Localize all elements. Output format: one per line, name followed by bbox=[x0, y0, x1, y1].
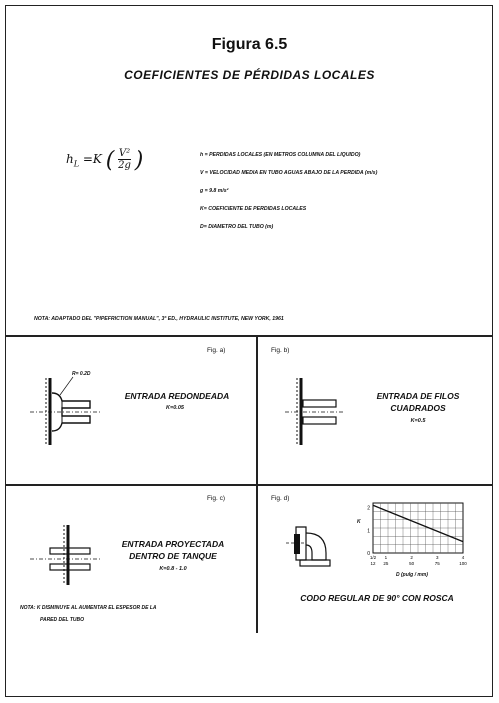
fig-b-label: Fig. b) bbox=[271, 347, 290, 354]
y-tick-label: 0 bbox=[367, 551, 370, 557]
fig-c-name2: DENTRO DE TANQUE bbox=[129, 551, 217, 561]
definition-item: D= DIAMETRO DEL TUBO (m) bbox=[200, 224, 274, 230]
fig-a-name: ENTRADA REDONDEADA bbox=[124, 391, 230, 401]
x-tick-label-mm: 12 bbox=[370, 561, 376, 566]
fig-d-label: Fig. d) bbox=[271, 495, 290, 502]
fig-b-name1: ENTRADA DE FILOS bbox=[376, 391, 460, 401]
chart-xlabel: D (pulg / mm) bbox=[396, 572, 428, 578]
fig-c-label: Fig. c) bbox=[207, 495, 226, 502]
x-tick-label-mm: 25 bbox=[383, 561, 389, 566]
fraction-den: 2g bbox=[118, 160, 131, 171]
fig-c-note2: PARED DEL TUBO bbox=[40, 617, 84, 623]
x-tick-label: 3 bbox=[436, 555, 439, 560]
y-tick-label: 2 bbox=[367, 505, 370, 512]
fig-a-k: K=0.05 bbox=[166, 405, 184, 411]
formula-lhs: h bbox=[66, 152, 74, 166]
fraction-num: V² bbox=[118, 148, 131, 159]
fig-d-name: CODO REGULAR DE 90° CON ROSCA bbox=[300, 593, 454, 603]
x-tick-label: 4 bbox=[461, 555, 465, 560]
fig-c-note1: NOTA: K DISMINUYE AL AUMENTAR EL ESPESOR DE LA bbox=[20, 605, 157, 611]
figure-number: Figura 6.5 bbox=[211, 36, 288, 53]
fig-c-k: K=0.8 - 1.0 bbox=[159, 566, 187, 572]
fig-b-k: K=0.5 bbox=[410, 418, 426, 424]
fig-c-name1: ENTRADA PROYECTADA bbox=[121, 539, 225, 549]
fig-b-name2: CUADRADOS bbox=[390, 403, 446, 413]
source-note: NOTA: ADAPTADO DEL "PIPEFRICTION MANUAL", 3ª ED., HYDRAULIC INSTITUTE, NEW YORK, 1961 bbox=[34, 316, 284, 322]
ratio-label: R= 0.2D bbox=[72, 371, 91, 377]
x-tick-label-mm: 100 bbox=[459, 561, 467, 566]
x-tick-label: 1 bbox=[384, 555, 388, 560]
x-tick-label: 1/2 bbox=[369, 555, 377, 560]
chart-ylabel: K bbox=[357, 519, 361, 525]
definition-item: K= COEFICIENTE DE PERDIDAS LOCALES bbox=[200, 206, 307, 212]
page-title: COEFICIENTES DE PÉRDIDAS LOCALES bbox=[124, 68, 375, 82]
fig-a-label: Fig. a) bbox=[207, 347, 226, 354]
formula-eq: =K bbox=[82, 152, 102, 166]
paren-left: ( bbox=[105, 148, 115, 173]
definition-item: V = VELOCIDAD MEDIA EN TUBO AGUAS ABAJO DE LA PERDIDA (m/s) bbox=[200, 170, 378, 176]
y-tick-label: 1 bbox=[367, 528, 370, 535]
x-tick-label-mm: 50 bbox=[409, 561, 415, 566]
paren-right: ) bbox=[134, 148, 144, 173]
x-tick-label-mm: 75 bbox=[434, 561, 440, 566]
definition-item: g = 9.8 m/s² bbox=[200, 188, 229, 194]
definition-item: h = PERDIDAS LOCALES (EN METROS COLUMNA DEL LIQUIDO) bbox=[200, 152, 361, 158]
x-tick-label: 2 bbox=[410, 555, 413, 560]
formula-lhs-sub: L bbox=[73, 159, 80, 169]
